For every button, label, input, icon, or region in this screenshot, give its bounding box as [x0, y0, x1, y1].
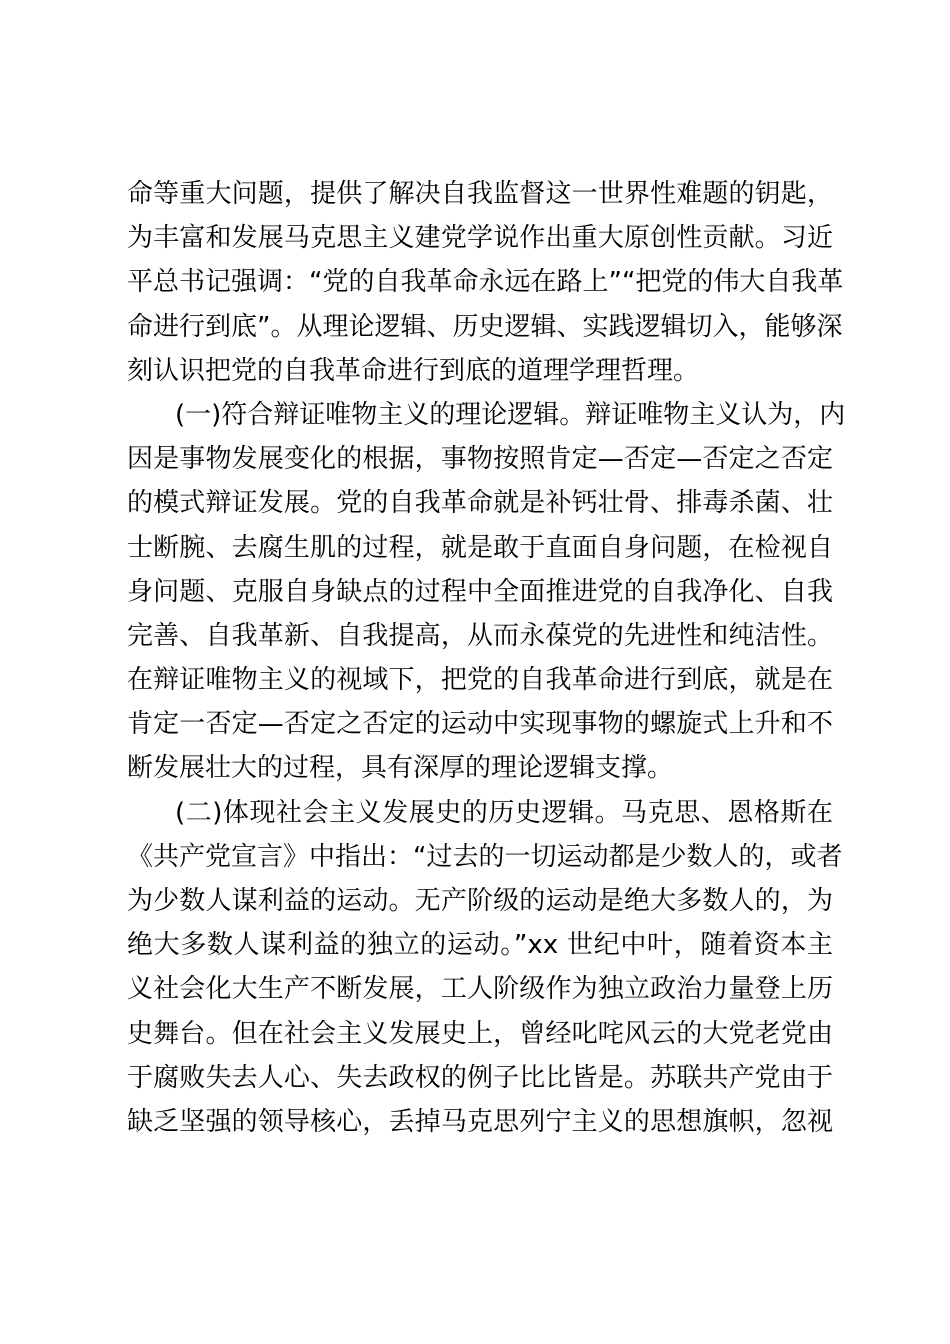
text-line: 缺乏坚强的领导核心，丢掉马克思列宁主义的思想旗帜，忽视 — [127, 1106, 833, 1137]
text-line: 完善、自我革新、自我提高，从而永葆党的先进性和纯洁性。 — [127, 620, 833, 651]
text-line: 为少数人谋利益的运动。无产阶级的运动是绝大多数人的，为 — [127, 886, 833, 916]
text-line: 《共产党宣言》中指出：“过去的一切运动都是少数人的，或者 — [127, 841, 843, 872]
text-line: 刻认识把党的自我革命进行到底的道理学理哲理。 — [127, 355, 700, 386]
text-line: 的模式辩证发展。党的自我革命就是补钙壮骨、排毒杀菌、壮 — [127, 488, 833, 519]
text-line: 因是事物发展变化的根据，事物按照肯定—否定—否定之否定 — [127, 444, 833, 475]
text-line: 断发展壮大的过程，具有深厚的理论逻辑支撑。 — [127, 753, 674, 784]
text-line: 义社会化大生产不断发展，工人阶级作为独立政治力量登上历 — [127, 974, 833, 1005]
text-line: 肯定一否定—否定之否定的运动中实现事物的螺旋式上升和不 — [127, 709, 833, 740]
text-line: 绝大多数人谋利益的独立的运动。”xx 世纪中叶，随着资本主 — [127, 930, 833, 961]
text-line: 在辩证唯物主义的视域下，把党的自我革命进行到底，就是在 — [127, 665, 833, 696]
text-line: 于腐败失去人心、失去政权的例子比比皆是。苏联共产党由于 — [127, 1062, 833, 1093]
section-heading-line: (一)符合辩证唯物主义的理论逻辑。辩证唯物主义认为，内 — [175, 399, 846, 430]
text-line: 平总书记强调：“党的自我革命永远在路上”“把党的伟大自我革 — [127, 267, 844, 298]
text-line: 为丰富和发展马克思主义建党学说作出重大原创性贡献。习近 — [127, 223, 833, 254]
body-text — [127, 172, 846, 1144]
text-line: 命进行到底”。从理论逻辑、历史逻辑、实践逻辑切入，能够深 — [127, 311, 843, 342]
text-line: 命等重大问题，提供了解决自我监督这一世界性难题的钥匙， — [127, 179, 833, 209]
section-heading-line: (二)体现社会主义发展史的历史逻辑。马克思、恩格斯在 — [175, 797, 833, 828]
text-line: 史舞台。但在社会主义发展史上，曾经叱咤风云的大党老党由 — [127, 1018, 833, 1049]
text-line: 士断腕、去腐生肌的过程，就是敢于直面自身问题，在检视自 — [127, 532, 833, 563]
text-line: 身问题、克服自身缺点的过程中全面推进党的自我净化、自我 — [127, 576, 833, 607]
